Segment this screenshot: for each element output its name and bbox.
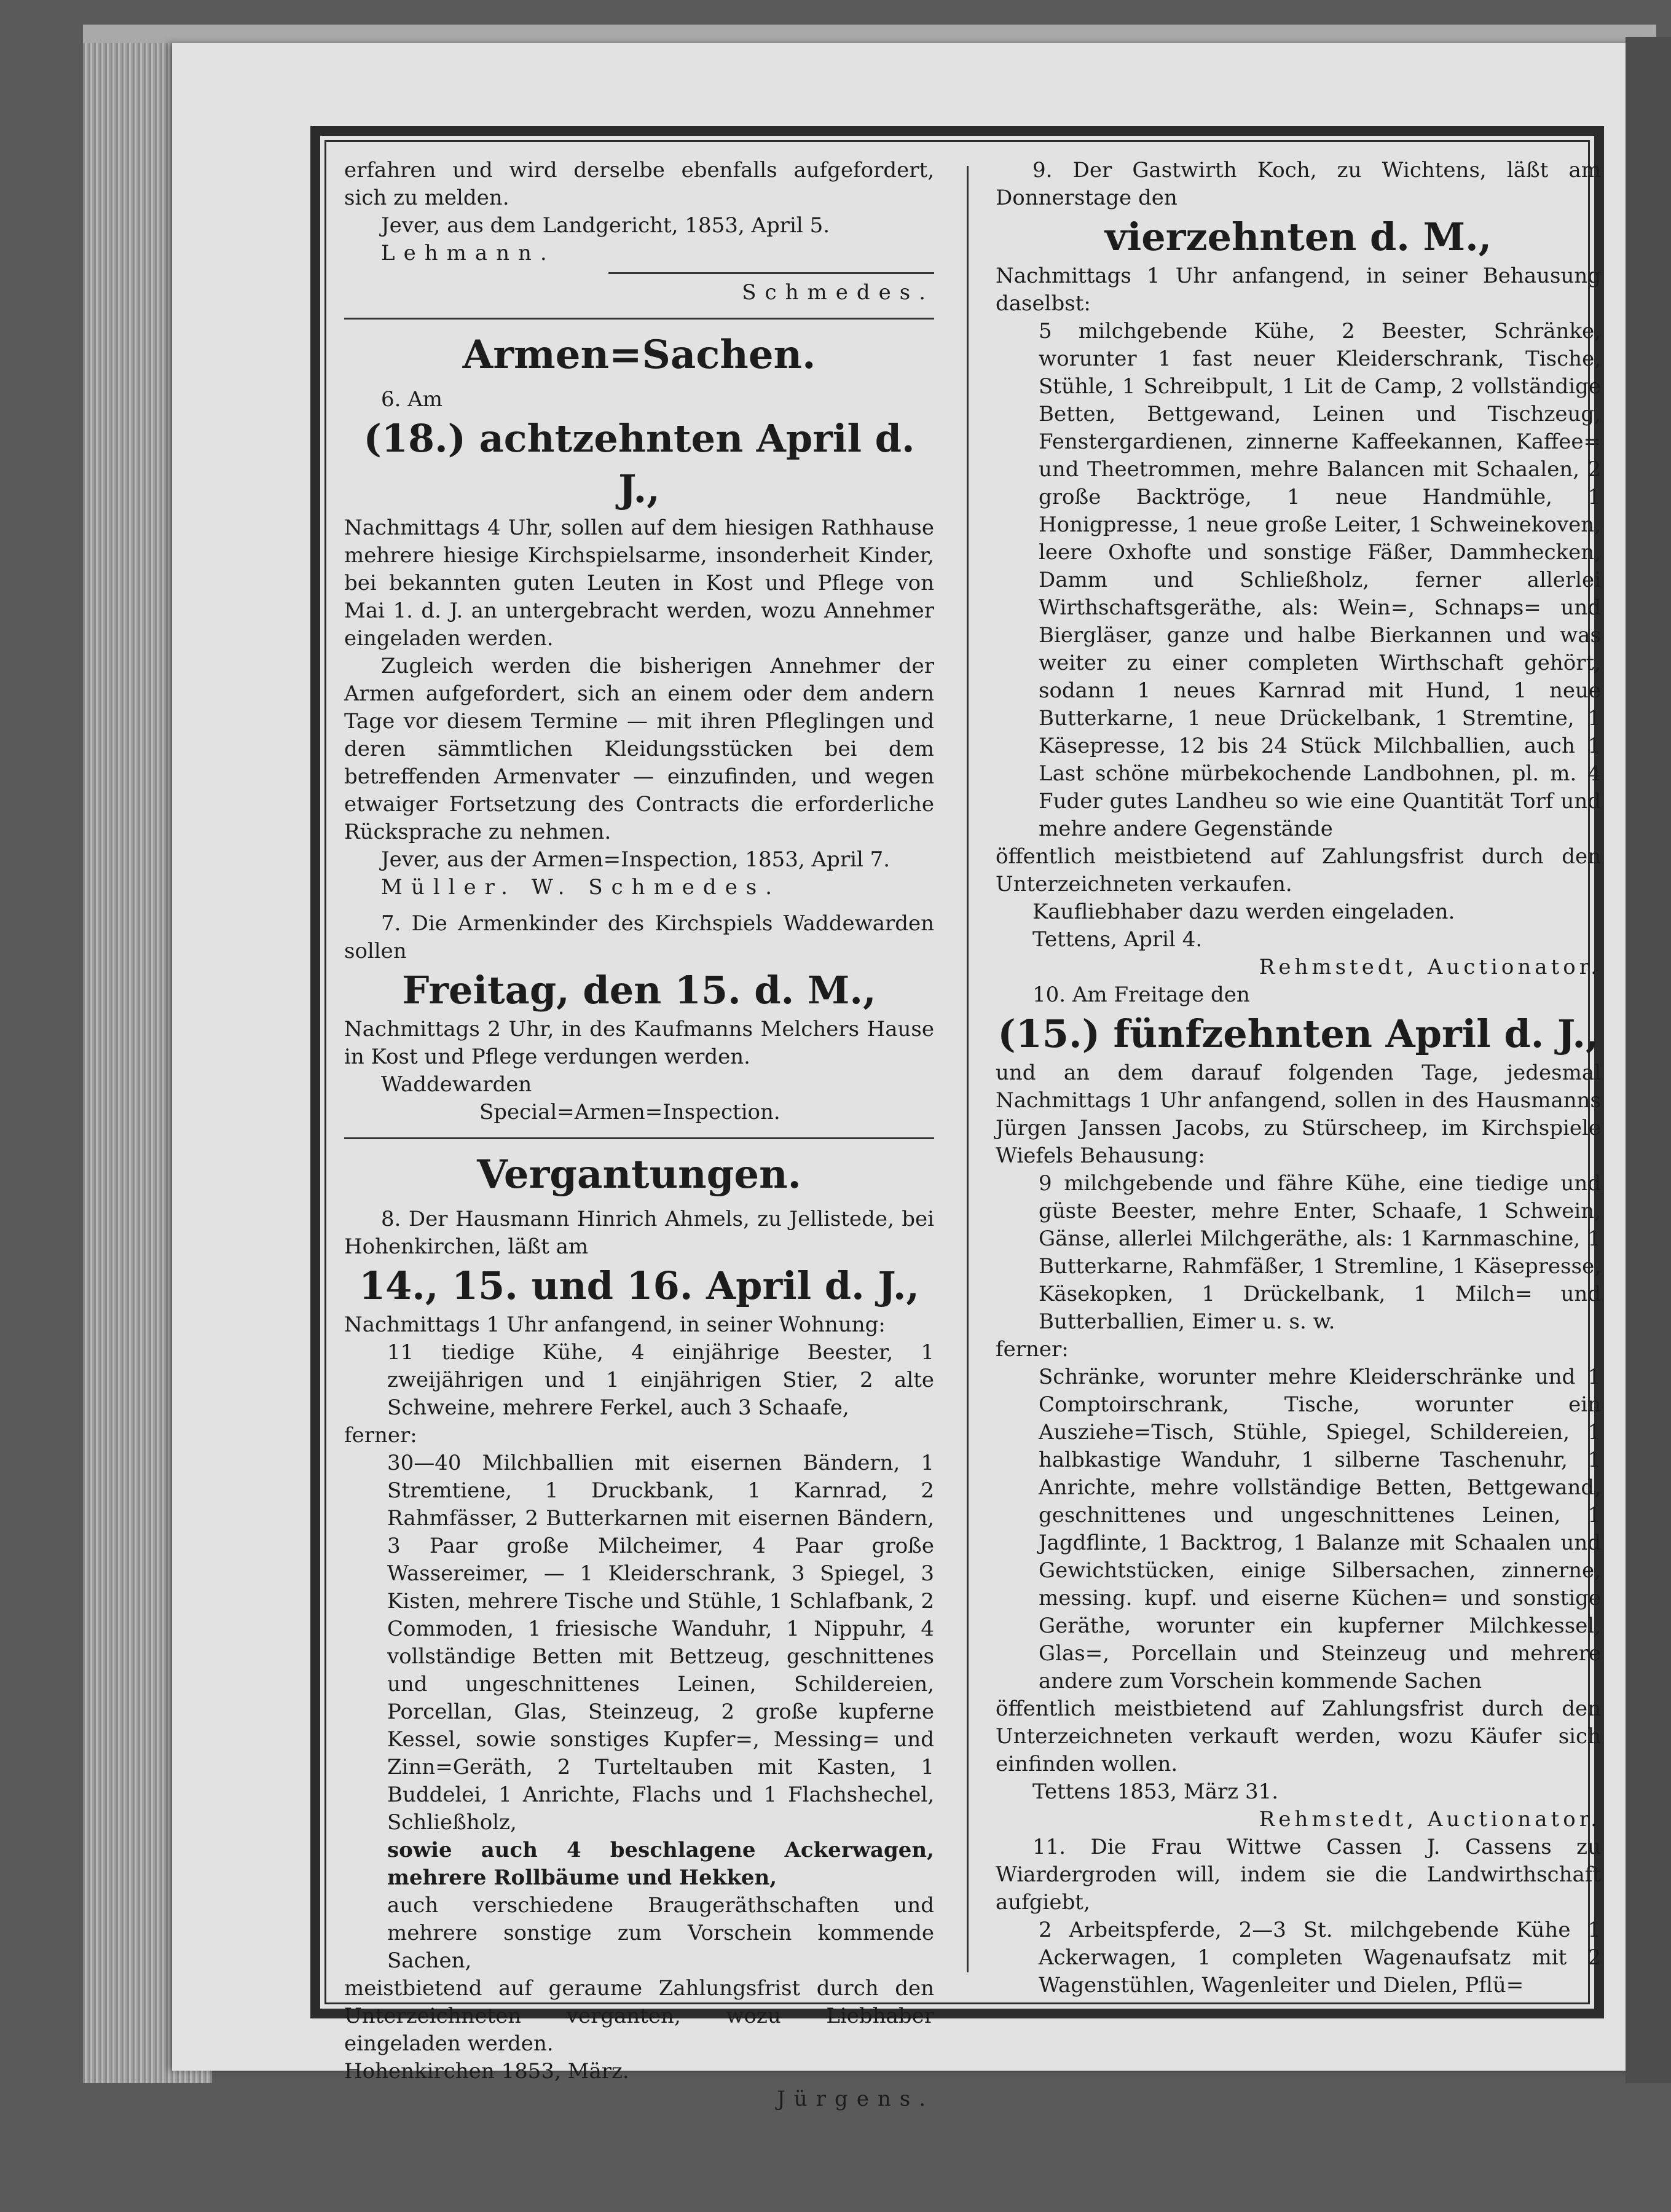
notice-8-ferner: ferner: bbox=[344, 1423, 417, 1448]
notice-8-text-3: meistbietend auf geraume Zahlungsfrist durch den Unterzeichneten verganten, wozu Liebhaber eingeladen werden. bbox=[344, 1976, 934, 2056]
book-right-edge bbox=[1626, 37, 1671, 2083]
notice-8-text-2: Nachmittags 1 Uhr anfangend, in seiner Wohnung: bbox=[344, 1312, 886, 1337]
notice-10-place: Tettens 1853, März 31. bbox=[1032, 1779, 1279, 1804]
notice-9-text-4: Kaufliebhaber dazu werden eingeladen. bbox=[1032, 900, 1455, 924]
notice-8-place: Hohenkirchen 1853, März. bbox=[344, 2059, 629, 2084]
notice-9-text: 9. Der Gastwirth Koch, zu Wichtens, läßt am Donnerstage den bbox=[996, 158, 1601, 210]
notice-8-items-2: 30—40 Milchballien mit eisernen Bändern, 1 Stremtiene, 1 Druckbank, 1 Karnrad, 2 Rahmfässer, 2 Butterkarnen mit eisernen Bändern, 3 Paar große Milcheimer, 4 Paar große Wassereimer, — 1 Kleiderschrank, 3 Spiegel, 3 Kisten, mehrere Tische und Stühle, 1 Schlafbank, 2 Commoden, 1 friesische Wanduhr, 1 Nippuhr, 4 vollständige Betten mit Bettzeug, geschnittenes und ungeschnittenes Leinen, Schildereien, Porcellan, Glas, Steinzeug, 2 große kupferne Kessel, sowie sonstiges Kupfer=, Messing= und Zinn=Geräth, 2 Turteltauben mit Kasten, 1 Buddelei, 1 Anrichte, Flachs und 1 Flachshechel, Schließholz, bbox=[387, 1451, 934, 1835]
left-column bbox=[344, 157, 934, 2113]
notice-8-bold-items: sowie auch 4 beschlagene Ackerwagen, mehrere Rollbäume und Hekken, bbox=[387, 1838, 934, 1890]
section-title-vergantungen: Vergantungen. bbox=[477, 1151, 801, 1198]
notice-11-items: 2 Arbeitspferde, 2—3 St. milchgebende Kühe 1 Ackerwagen, 1 completen Wagenaufsatz mit 2 Wagenstühlen, Wagenleiter und Dielen, Pflü= bbox=[1039, 1918, 1601, 1998]
notice-9-signature: Rehmstedt, Auctionator. bbox=[1259, 955, 1601, 979]
notice-9-place: Tettens, April 4. bbox=[1032, 927, 1203, 952]
notice-11-text: 11. Die Frau Wittwe Cassen J. Cassens zu Wiardergroden will, indem sie die Landwirthschaft aufgiebt, bbox=[996, 1835, 1601, 1915]
notice-6-signature: Müller. W. Schmedes. bbox=[381, 875, 781, 900]
notice-6-place: Jever, aus der Armen=Inspection, 1853, April 7. bbox=[381, 847, 891, 872]
section-rule-2 bbox=[344, 1137, 934, 1139]
notice-8-items-1: 11 tiedige Kühe, 4 einjährige Beester, 1 zweijährigen und 1 einjährigen Stier, 2 alte Schweine, mehrere Ferkel, auch 3 Schaafe, bbox=[387, 1340, 934, 1420]
notice-10-ferner: ferner: bbox=[996, 1337, 1069, 1362]
notice-6-text: Nachmittags 4 Uhr, sollen auf dem hiesigen Rathhause mehrere hiesige Kirchspielsarme, insonderheit Kinder, bei bekannten guten Leuten in Kost und Pflege von Mai 1. d. J. an untergebracht werden, wozu Annehmer eingeladen werden. bbox=[344, 516, 934, 651]
section-rule bbox=[344, 318, 934, 320]
notice-10-text-3: öffentlich meistbietend auf Zahlungsfrist durch den Unterzeichneten verkauft werden, wozu Käufer sich einfinden wollen. bbox=[996, 1696, 1601, 1776]
notice-10-signature: Rehmstedt, Auctionator. bbox=[1259, 1807, 1601, 1832]
notice-8-text: 8. Der Hausmann Hinrich Ahmels, zu Jellistede, bei Hohenkirchen, läßt am bbox=[344, 1207, 934, 1259]
notice-7-signature: Special=Armen=Inspection. bbox=[479, 1100, 780, 1124]
notice-9-text-2: Nachmittags 1 Uhr anfangend, in seiner Behausung daselbst: bbox=[996, 264, 1601, 316]
notice-10-items-2: Schränke, worunter mehre Kleiderschränke und 1 Comptoirschrank, Tische, worunter ein Ausziehe=Tisch, Stühle, Spiegel, Schildereien, 1 halbkastige Wanduhr, 1 silberne Taschenuhr, 1 Anrichte, mehre vollständige Betten, Bettgewand, geschnittenes und ungeschnittenes Leinen, 1 Jagdflinte, 1 Backtrog, 1 Balanze mit Schaalen und Gewichtstücken, einige Silbersachen, zinnerne, messing. kupf. und eiserne Küchen= und sonstige Geräthe, worunter ein kupferner Milchkessel, Glas=, Porcellain und Steinzeug und mehrere andere zum Vorschein kommende Sachen bbox=[1039, 1365, 1601, 1693]
notice-10-text-2: und an dem darauf folgenden Tage, jedesmal Nachmittags 1 Uhr anfangend, sollen in des Hausmanns Jürgen Janssen Jacobs, zu Stürscheep, im Kirchspiele Wiefels Behausung: bbox=[996, 1061, 1601, 1168]
notice-7-text: 7. Die Armenkinder des Kirchspiels Waddewarden sollen bbox=[344, 911, 934, 963]
continued-signature-1: Lehmann. bbox=[381, 241, 556, 265]
section-title-armen: Armen=Sachen. bbox=[462, 332, 816, 378]
continued-text: erfahren und wird derselbe ebenfalls aufgefordert, sich zu melden. bbox=[344, 158, 934, 210]
continued-place: Jever, aus dem Landgericht, 1853, April 5. bbox=[381, 213, 830, 238]
notice-8-items-3: auch verschiedene Braugeräthschaften und mehrere sonstige zum Vorschein kommende Sachen, bbox=[387, 1893, 934, 1973]
notice-10-text: 10. Am Freitage den bbox=[1032, 982, 1250, 1007]
notice-8-date: 14., 15. und 16. April d. J., bbox=[358, 1263, 920, 1308]
notice-9-text-3: öffentlich meistbietend auf Zahlungsfrist durch den Unterzeichneten verkaufen. bbox=[996, 844, 1601, 896]
notice-6-intro: 6. Am bbox=[381, 387, 443, 412]
notice-7-place: Waddewarden bbox=[381, 1072, 532, 1097]
continued-signature-2: Schmedes. bbox=[742, 280, 934, 305]
right-column bbox=[996, 157, 1601, 1999]
notice-6-text-2: Zugleich werden die bisherigen Annehmer der Armen aufgefordert, sich an einem oder dem andern Tage vor diesem Termine — mit ihren Pfleglingen und deren sämmtlichen Kleidungsstücken bei dem betreffenden Armenvater — einzufinden, und wegen etwaiger Fortsetzung des Contracts die erforderliche Rücksprache zu nehmen. bbox=[344, 654, 934, 844]
notice-7-text-2: Nachmittags 2 Uhr, in des Kaufmanns Melchers Hause in Kost und Pflege verdungen werden. bbox=[344, 1017, 934, 1069]
notice-10-date: (15.) fünfzehnten April d. J., bbox=[997, 1011, 1599, 1056]
notice-8-signature: Jürgens. bbox=[777, 2087, 934, 2111]
notice-10-items-1: 9 milchgebende und fähre Kühe, eine tiedige und güste Beester, mehre Enter, Schaafe, 1 Schwein, Gänse, allerlei Milchgeräthe, als: 1 Karnmaschine, 1 Butterkarne, Rahmfäßer, 1 Stremline, 1 Käsepresse, Käsekopken, 1 Drückelbank, 1 Milch= und Butterballien, Eimer u. s. w. bbox=[1039, 1171, 1601, 1334]
notice-7-date: Freitag, den 15. d. M., bbox=[402, 968, 876, 1013]
notice-6-date: (18.) achtzehnten April d. J., bbox=[363, 416, 915, 511]
notice-9-items: 5 milchgebende Kühe, 2 Beester, Schränke, worunter 1 fast neuer Kleiderschrank, Tische, Stühle, 1 Schreibpult, 1 Lit de Camp, 2 vollständige Betten, Bettgewand, Leinen und Tischzeug, Fenstergardienen, zinnerne Kaffeekannen, Kaffee= und Theetrommen, mehre Balancen mit Schaalen, 2 große Backtröge, 1 neue Handmühle, 1 Honigpresse, 1 neue große Leiter, 1 Schweinekoven, leere Oxhofte und sonstige Fäßer, Dammhecken, Damm und Schließholz, ferner allerlei Wirthschaftsgeräthe, als: Wein=, Schnaps= und Biergläser, ganze und halbe Bierkannen und was weiter zu einer completen Wirthschaft gehört, sodann 1 neues Karnrad mit Hund, 1 neue Butterkarne, 1 neue Drückelbank, 1 Stremtine, 1 Käsepresse, 12 bis 24 Stück Milchballien, auch 1 Last schöne mürbekochende Landbohnen, pl. m. 4 Fuder gutes Landheu so wie eine Quantität Torf und mehre andere Gegenstände bbox=[1039, 319, 1601, 841]
notice-9-date: vierzehnten d. M., bbox=[1104, 214, 1492, 259]
signature-rule bbox=[608, 272, 934, 274]
column-divider bbox=[967, 166, 969, 1972]
